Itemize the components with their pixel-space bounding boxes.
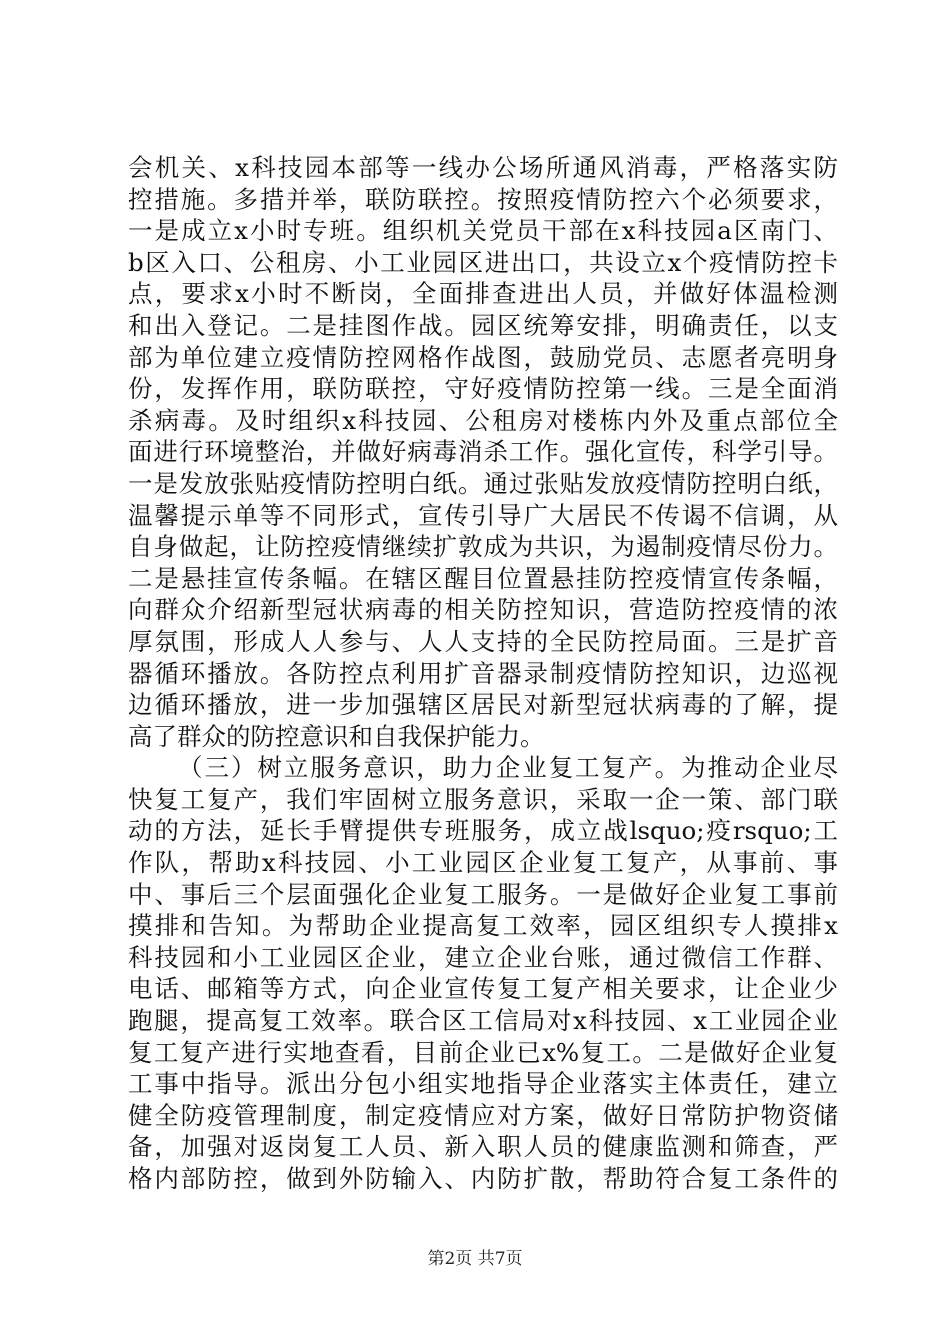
text-line: 会机关、x科技园本部等一线办公场所通风消毒，严格落实防 xyxy=(128,153,838,182)
text-line: 格内部防控，做到外防输入、内防扩散，帮助符合复工条件的 xyxy=(128,1164,838,1193)
text-line: 作队，帮助x科技园、小工业园区企业复工复产，从事前、事 xyxy=(128,848,838,878)
text-line: 杀病毒。及时组织x科技园、公租房对楼栋内外及重点部位全 xyxy=(128,405,838,435)
text-line: 部为单位建立疫情防控网格作战图，鼓励党员、志愿者亮明身 xyxy=(128,342,838,372)
text-line: 科技园和小工业园区企业，建立企业台账，通过微信工作群、 xyxy=(128,942,838,972)
text-line: 中、事后三个层面强化企业复工服务。一是做好企业复工事前 xyxy=(128,879,838,909)
text-line: b区入口、公租房、小工业园区进出口，共设立x个疫情防控卡 xyxy=(128,247,838,277)
text-line: 健全防疫管理制度，制定疫情应对方案，做好日常防护物资储 xyxy=(128,1100,838,1130)
text-line: 电话、邮箱等方式，向企业宣传复工复产相关要求，让企业少 xyxy=(128,974,838,1004)
text-line: 备，加强对返岗复工人员、新入职人员的健康监测和筛查，严 xyxy=(128,1132,838,1162)
text-line: 器循环播放。各防控点利用扩音器录制疫情防控知识，边巡视 xyxy=(128,658,838,688)
section-heading-line: （三）树立服务意识，助力企业复工复产。为推动企业尽 xyxy=(178,753,838,783)
text-line: 份，发挥作用，联防联控，守好疫情防控第一线。三是全面消 xyxy=(128,374,838,404)
text-line: 面进行环境整治，并做好病毒消杀工作。强化宣传，科学引导。 xyxy=(128,437,838,467)
text-line: 边循环播放，进一步加强辖区居民对新型冠状病毒的了解，提 xyxy=(128,690,838,720)
text-line: 动的方法，延长手臂提供专班服务，成立战lsquo;疫rsquo;工 xyxy=(128,816,838,846)
text-line: 工事中指导。派出分包小组实地指导企业落实主体责任，建立 xyxy=(128,1069,838,1099)
text-line: 点，要求x小时不断岗，全面排查进出人员，并做好体温检测 xyxy=(128,279,838,309)
text-line: 复工复产进行实地查看，目前企业已x%复工。二是做好企业复 xyxy=(128,1037,838,1067)
body-text xyxy=(128,152,838,1195)
text-line: 快复工复产，我们牢固树立服务意识，采取一企一策、部门联 xyxy=(128,784,838,814)
text-line: 二是悬挂宣传条幅。在辖区醒目位置悬挂防控疫情宣传条幅， xyxy=(128,563,838,593)
text-line: 向群众介绍新型冠状病毒的相关防控知识，营造防控疫情的浓 xyxy=(128,595,838,625)
text-line: 厚氛围，形成人人参与、人人支持的全民防控局面。三是扩音 xyxy=(128,626,838,656)
text-line: 摸排和告知。为帮助企业提高复工效率，园区组织专人摸排x xyxy=(128,911,838,941)
text-line: 高了群众的防控意识和自我保护能力。 xyxy=(128,721,545,751)
text-line: 跑腿，提高复工效率。联合区工信局对x科技园、x工业园企业 xyxy=(128,1006,838,1036)
text-line: 一是成立x小时专班。组织机关党员干部在x科技园a区南门、 xyxy=(128,216,838,246)
text-line: 一是发放张贴疫情防控明白纸。通过张贴发放疫情防控明白纸， xyxy=(128,468,838,498)
text-line: 控措施。多措并举，联防联控。按照疫情防控六个必须要求， xyxy=(128,184,838,214)
text-line: 自身做起，让防控疫情继续扩敦成为共识，为遏制疫情尽份力。 xyxy=(128,532,838,562)
text-line: 温馨提示单等不同形式，宣传引导广大居民不传谒不信调，从 xyxy=(128,500,838,530)
page-number-footer: 第2页 共7页 xyxy=(427,1249,523,1269)
text-line: 和出入登记。二是挂图作战。园区统筹安排，明确责任，以支 xyxy=(128,310,838,340)
